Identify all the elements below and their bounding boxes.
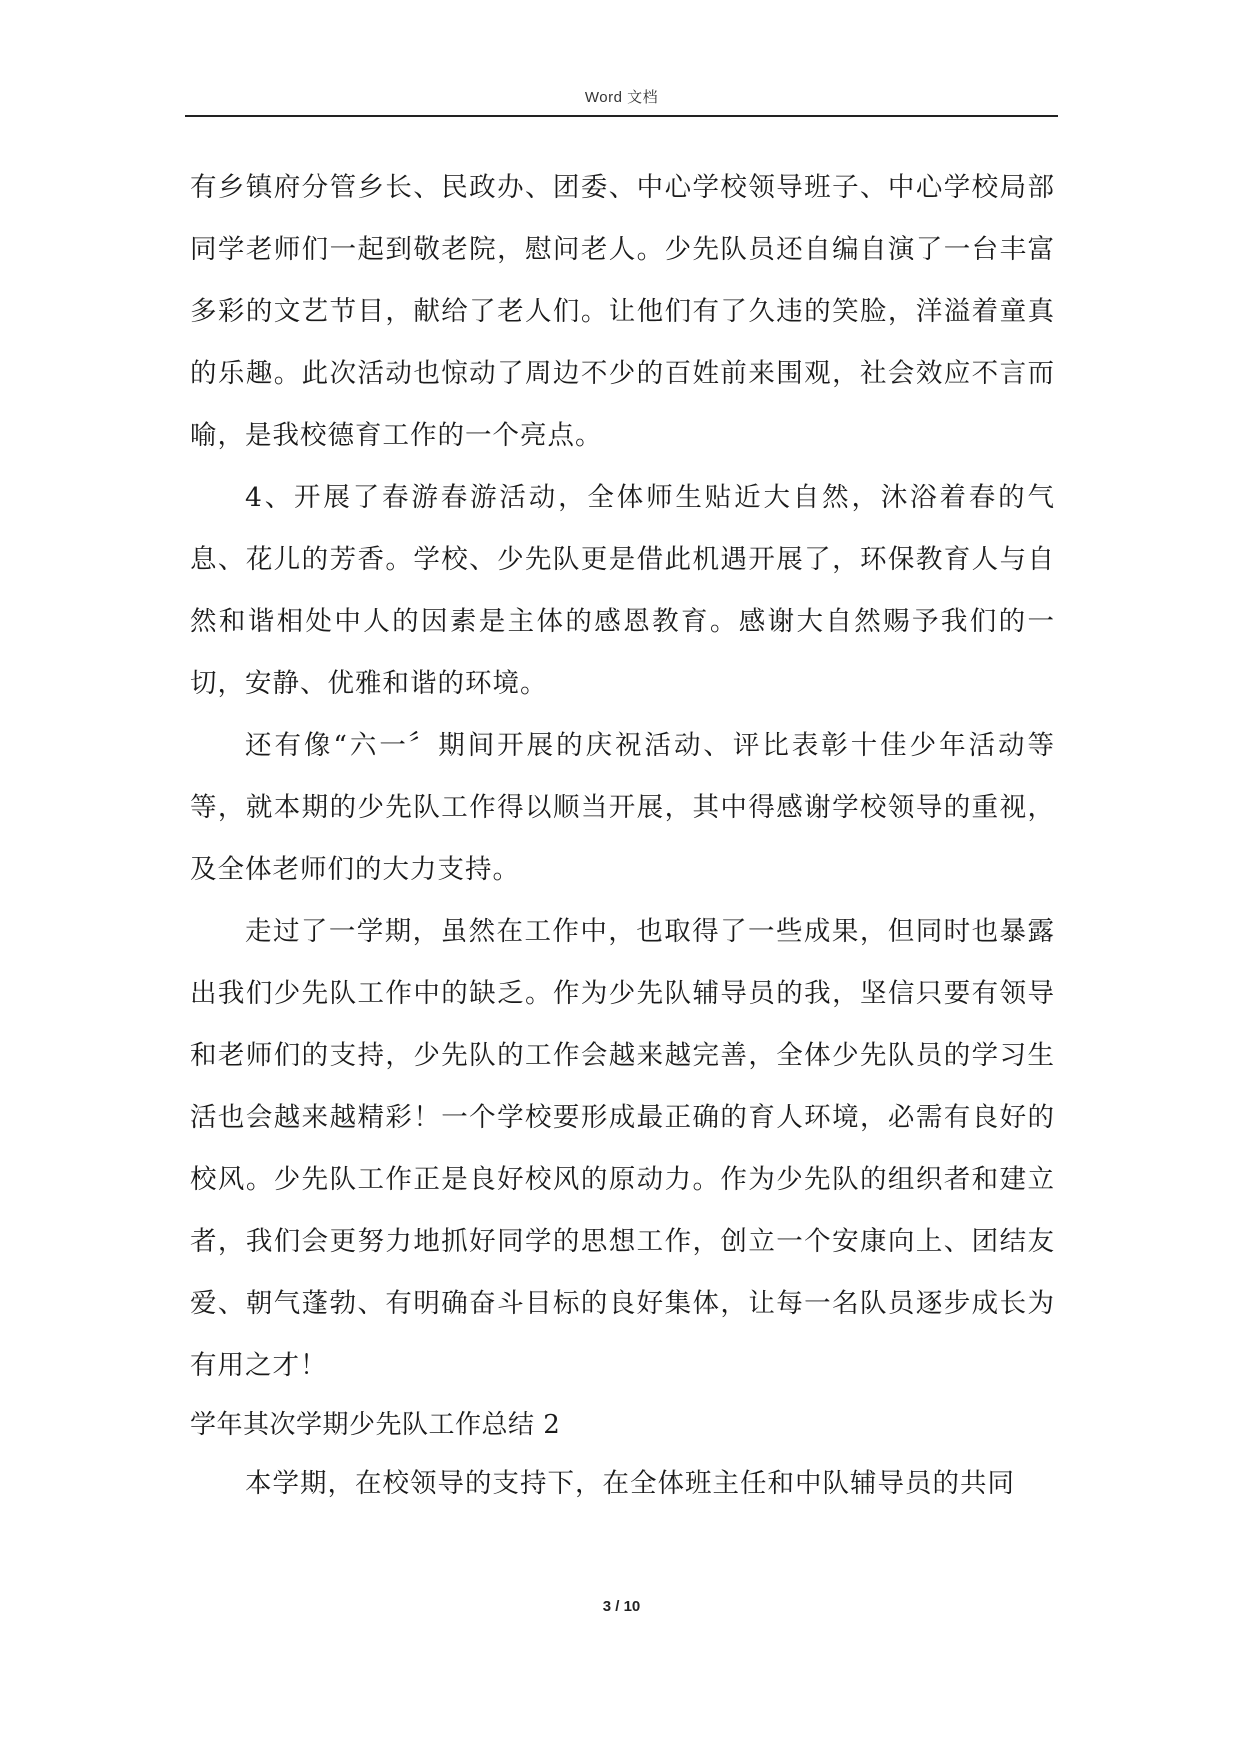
paragraph-continuation: 有乡镇府分管乡长、民政办、团委、中心学校领导班子、中心学校局部同学老师们一起到敬老院，慰问老人。少先队员还自编自演了一台丰富多彩的文艺节目，献给了老人们。让他们有了久违的笑脸，洋溢着童真的乐趣。此次活动也惊动了周边不少的百姓前来围观，社会效应不言而喻，是我校德育工作的一个亮点。 <box>190 172 1055 451</box>
paragraph-section-intro: 本学期，在校领导的支持下，在全体班主任和中队辅导员的共同 <box>245 1468 1015 1499</box>
header-divider <box>185 115 1058 117</box>
document-body <box>190 157 1055 1515</box>
paragraph-children-day: 还有像“六一〞期间开展的庆祝活动、评比表彰十佳少年活动等等，就本期的少先队工作得以顺当开展，其中得感谢学校领导的重视，及全体老师们的大力支持。 <box>190 730 1055 885</box>
section-heading: 学年其次学期少先队工作总结 2 <box>190 1410 561 1440</box>
page-number: 3 / 10 <box>602 1598 641 1615</box>
paragraph-reflection: 走过了一学期，虽然在工作中，也取得了一些成果，但同时也暴露出我们少先队工作中的缺乏。作为少先队辅导员的我，坚信只要有领导和老师们的支持，少先队的工作会越来越完善，全体少先队员的学习生活也会越来越精彩！一个学校要形成最正确的育人环境，必需有良好的校风。少先队工作正是良好校风的原动力。作为少先队的组织者和建立者，我们会更努力地抓好同学的思想工作，创立一个安康向上、团结友爱、朝气蓬勃、有明确奋斗目标的良好集体，让每一名队员逐步成长为有用之才！ <box>190 916 1055 1381</box>
page-header: Word 文档 <box>584 89 659 106</box>
paragraph-spring-outing: 4、开展了春游春游活动，全体师生贴近大自然，沐浴着春的气息、花儿的芳香。学校、少先队更是借此机遇开展了，环保教育人与自然和谐相处中人的因素是主体的感恩教育。感谢大自然赐予我们的一切，安静、优雅和谐的环境。 <box>190 482 1055 699</box>
